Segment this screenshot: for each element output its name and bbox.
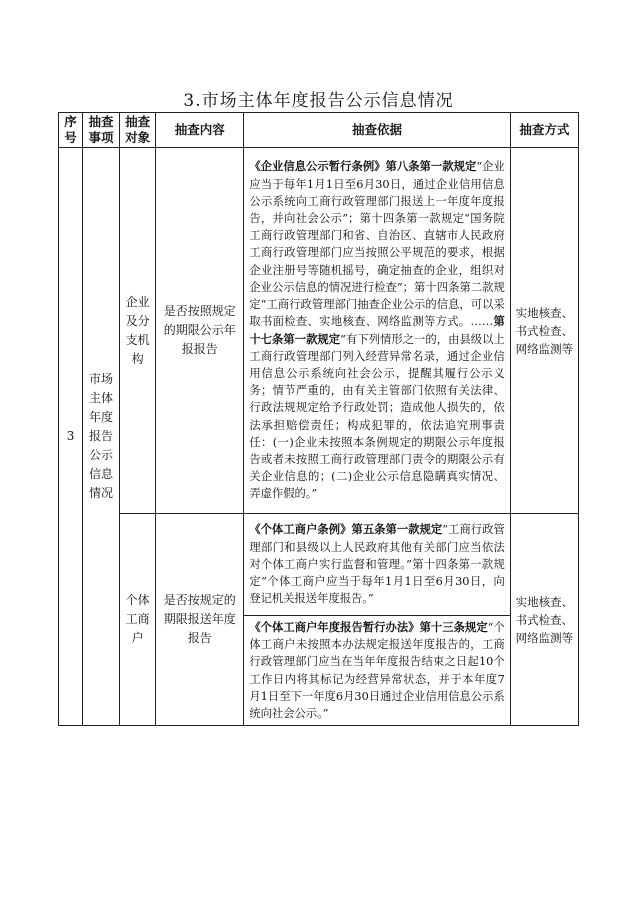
- basis-individual-a-text: “工商行政管理部门和县级以上人民政府其他有关部门应当依法对个体工商户实行监督和管理。”第十四条第一款规定“个体工商户应当于每年1月1日至6月30日，向登记机关报送年度报告。”: [249, 523, 505, 606]
- header-object: 抽查对象: [120, 113, 156, 148]
- content-individual: 是否按规定的期限报送年度报告: [156, 514, 244, 726]
- row-item: 市场主体年度报告公示信息情况: [83, 148, 120, 726]
- basis-individual-a-heading: 《个体工商户条例》第五条第一款规定: [249, 522, 443, 537]
- basis-enterprise-text-2: “有下列情形之一的，由县级以上工商行政管理部门列入经营异常名录，通过企业信用信息公示系统向社会公示，提醒其履行公示义务；情节严重的，由有关主管部门依照有关法律、行政法规规定给予行政处罚；造成他人损失的，依法承担赔偿责任；构成犯罪的，依法追究刑事责任：(一)企业未按照本条例规定的期限公示年度报告或者未按照工商行政管理部门责令的期限公示有关企业信息的；(二)企业公示信息隐瞒真实情况、弄虚作假的。”: [249, 332, 505, 501]
- basis-enterprise-text: “企业应当于每年1月1日至6月30日，通过企业信用信息公示系统向工商行政管理部门报送上一年度年度报告，并向社会公示”；第十四条第一款规定“国务院工商行政管理部门和省、自治区、直辖市人民政府工商行政管理部门应当按照公平规范的要求，根据企业注册号等随机摇号，确定抽查的企业，组织对企业公示信息的情况进行检查”；第十四条第二款规定“工商行政管理部门抽查企业公示的信息，可以采取书面检查、实地核查、网络监测等方式。……: [249, 160, 505, 329]
- header-index: 序号: [59, 113, 83, 148]
- basis-enterprise: [244, 148, 511, 514]
- page-title: 3.市场主体年度报告公示信息情况: [183, 91, 454, 111]
- row-index: 3: [59, 148, 83, 726]
- inspection-table: [58, 112, 579, 726]
- header-method: 抽查方式: [510, 113, 578, 148]
- object-individual: 个体工商户: [120, 514, 156, 726]
- object-enterprise: 企业及分支机构: [120, 148, 156, 514]
- header-content: 抽查内容: [156, 113, 244, 148]
- basis-individual-a: [244, 514, 511, 616]
- basis-enterprise-heading-2: 第十七条第一款规定: [249, 314, 505, 346]
- basis-individual-b-text: “个体工商户未按照本办法规定报送年度报告的，工商行政管理部门应当在当年年度报告结束之日起10个工作日内将其标记为经营异常状态，并于本年度7月1日至下一年度6月30日通过企业信用信息公示系统向社会公示。”: [249, 620, 505, 720]
- table-row: [59, 514, 579, 616]
- content-enterprise: 是否按照规定的期限公示年报报告: [156, 148, 244, 514]
- table-row: [59, 148, 579, 514]
- header-basis: 抽查依据: [244, 113, 511, 148]
- basis-individual-b-heading: 《个体工商户年度报告暂行办法》第十三条规定: [249, 619, 488, 634]
- table-header-row: [59, 113, 579, 148]
- method-individual: 实地核查、书式检查、网络监测等: [510, 514, 578, 726]
- basis-individual-b: [244, 616, 511, 726]
- method-enterprise: 实地核查、书式检查、网络监测等: [510, 148, 578, 514]
- header-item: 抽查事项: [83, 113, 120, 148]
- basis-enterprise-heading: 《企业信息公示暂行条例》第八条第一款规定: [249, 159, 477, 174]
